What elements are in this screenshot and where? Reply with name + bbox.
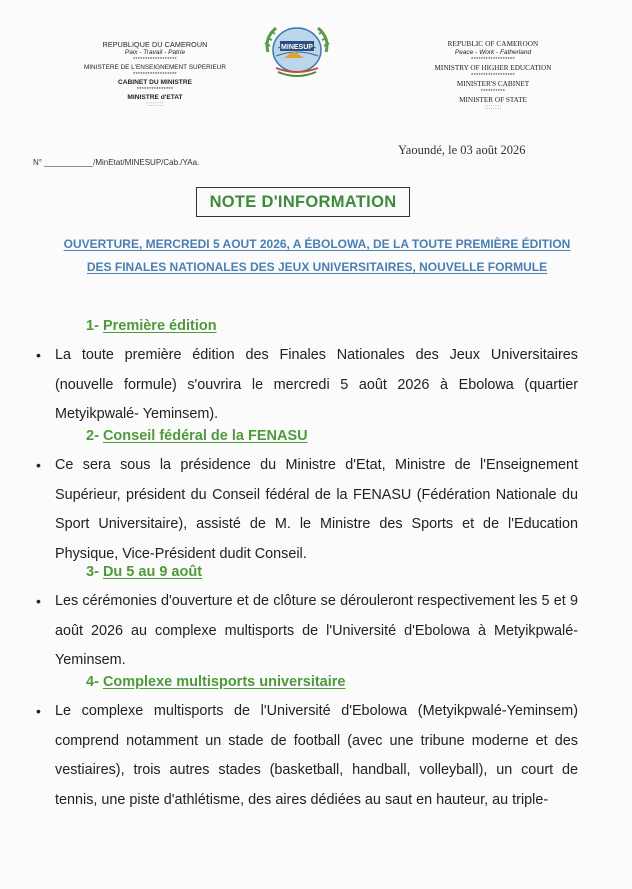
minister-title-fr: MINISTRE d'ETAT [127,93,183,101]
section-paragraph: Le complexe multisports de l'Université d'Ebolowa (Metyikpwalé-Yeminsem) comprend notamment un stade de football (avec une tribune moderne et des vestiaires), trois autres stades (basketball, handball, volleyball), un court de tennis, une piste d'athlétisme, des aires dédiées au saut en hauteur, au triple- [55,703,578,808]
reference-number: N° ___________/MinEtat/MINESUP/Cab./YAa. [33,158,200,167]
republic-name-fr: REPUBLIQUE DU CAMEROUN [102,40,208,49]
section-title: Du 5 au 9 août [102,564,203,580]
separator-dots: :::::::: [484,104,502,111]
motto-en: Peace - Work - Fatherland [454,49,532,56]
bullet-icon: • [36,457,41,473]
separator-stars: ****************** [471,57,515,64]
header-left [50,40,260,110]
section-number: 4- [86,674,99,690]
section-heading [86,318,217,334]
section-number: 1- [86,318,99,334]
separator-stars: ****************** [471,73,515,79]
section-paragraph: La toute première édition des Finales Nationales des Jeux Universitaires (nouvelle formule) s'ouvrira le mercredi 5 août 2026 à Ebolowa (quartier Metyikpwalé- Yeminsem). [55,347,578,422]
cabinet-name-fr: CABINET DU MINISTRE [118,78,192,86]
bullet-icon: • [36,703,41,719]
section-number: 3- [86,564,99,580]
section-title: Conseil fédéral de la FENASU [102,428,308,444]
separator-stars: ****************** [133,57,177,64]
motto-fr: Paix - Travail - Patrie [124,49,186,56]
separator-stars: ********** [480,88,506,95]
header-right [388,40,598,112]
minister-title-en: MINISTER OF STATE [459,95,527,104]
separator-stars: ****************** [133,72,177,78]
minesup-logo [256,18,338,84]
separator-dots: :::::::: [146,102,164,109]
separator-stars: *************** [136,87,174,94]
logo-text: MINESUP [281,44,313,51]
section-paragraph: Les cérémonies d'ouverture et de clôture se dérouleront respectivement les 5 et 9 août 2026 au complexe multisports de l'Université d'Ebolowa à Metyikpwalé-Yeminsem. [55,593,578,668]
section-number: 2- [86,428,99,444]
bullet-icon: • [36,347,41,363]
section-heading [86,428,308,444]
minesup-emblem-icon [256,18,338,84]
section-title: Première édition [102,318,217,334]
ministry-name-fr: MINISTERE DE L'ENSEIGNEMENT SUPERIEUR [83,64,227,71]
note-title-box [196,187,410,217]
main-title: OUVERTURE, MERCREDI 5 AOUT 2026, A ÉBOLOWA, DE LA TOUTE PREMIÈRE ÉDITION DES FINALES NATIONALES DES JEUX UNIVERSITAIRES, NOUVELLE FORMULE [63,237,571,274]
republic-name-en: REPUBLIC OF CAMEROON [447,40,539,48]
section-title: Complexe multisports universitaire [102,674,346,690]
note-title: NOTE D'INFORMATION [209,192,397,211]
section-heading [86,674,345,690]
section-heading [86,564,202,580]
section-paragraph: Ce sera sous la présidence du Ministre d'Etat, Ministre de l'Enseignement Supérieur, président du Conseil fédéral de la FENASU (Fédération Nationale du Sport Universitaire), assisté de M. le Ministre des Sports et de l'Education Physique, Vice-Président dudit Conseil. [55,457,578,562]
document-date: Yaoundé, le 03 août 2026 [398,143,526,157]
bullet-icon: • [36,593,41,609]
cabinet-name-en: MINISTER'S CABINET [456,79,530,88]
ministry-name-en: MINISTRY OF HIGHER EDUCATION [434,64,552,72]
